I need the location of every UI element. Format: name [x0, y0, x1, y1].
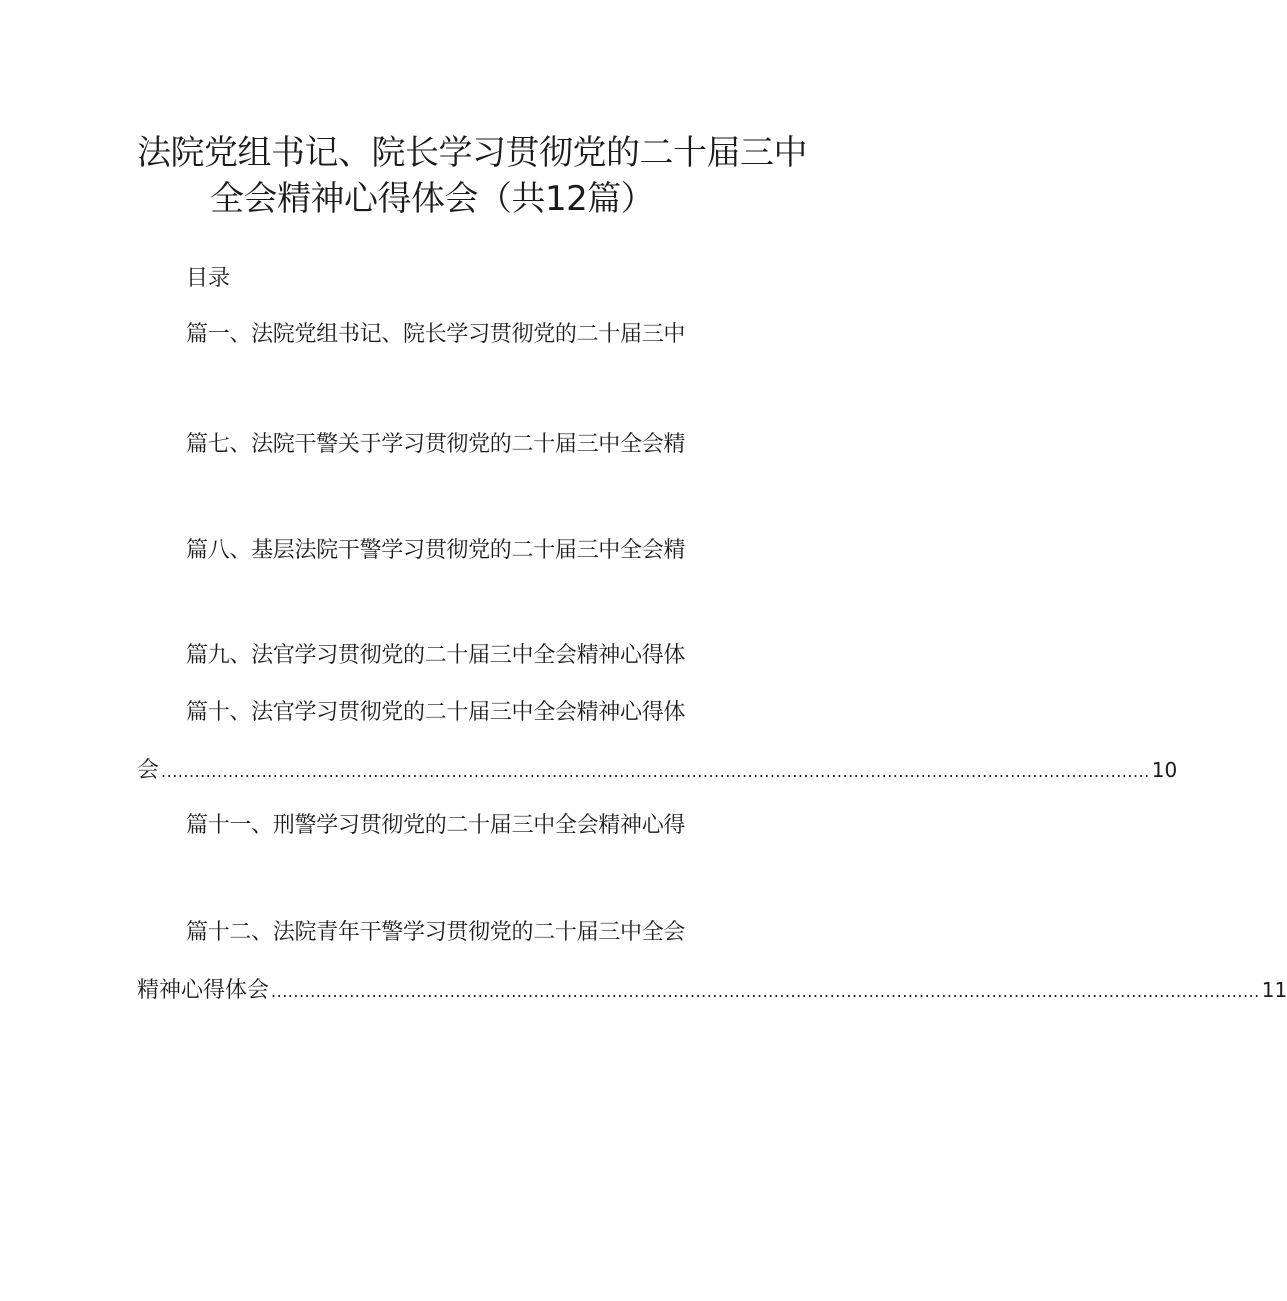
toc-entry-10-tail: 会	[137, 758, 160, 783]
toc-entry-12-tail: 精神心得体会	[137, 978, 270, 1003]
title-line-1: 法院党组书记、院长学习贯彻党的二十届三中	[137, 133, 807, 173]
toc-entry-9[interactable]: 篇九、法官学习贯彻党的二十届三中全会精神心得体	[186, 643, 686, 668]
toc-entry-10-continuation[interactable]	[137, 755, 1178, 787]
toc-entry-8[interactable]: 篇八、基层法院干警学习贯彻党的二十届三中全会精	[186, 538, 686, 563]
toc-entry-10[interactable]: 篇十、法官学习贯彻党的二十届三中全会精神心得体	[186, 700, 686, 725]
dot-leader: .................................................................................................................................................................................	[271, 982, 1260, 1001]
toc-entry-7[interactable]: 篇七、法院干警关于学习贯彻党的二十届三中全会精	[186, 432, 686, 457]
toc-entry-11[interactable]: 篇十一、刑警学习贯彻党的二十届三中全会精神心得	[186, 813, 686, 838]
toc-entry-12[interactable]: 篇十二、法院青年干警学习贯彻党的二十届三中全会	[186, 920, 686, 945]
title-line-2: 全会精神心得体会（共12篇）	[210, 179, 655, 219]
dot-leader: .................................................................................................................................................................................	[161, 762, 1150, 781]
toc-heading: 目录	[186, 266, 231, 291]
toc-entry-10-page: 10	[1151, 758, 1178, 782]
toc-entry-12-page: 11	[1261, 978, 1287, 1002]
toc-entry-12-continuation[interactable]	[137, 975, 1287, 1007]
toc-entry-1[interactable]: 篇一、法院党组书记、院长学习贯彻党的二十届三中	[186, 322, 686, 347]
